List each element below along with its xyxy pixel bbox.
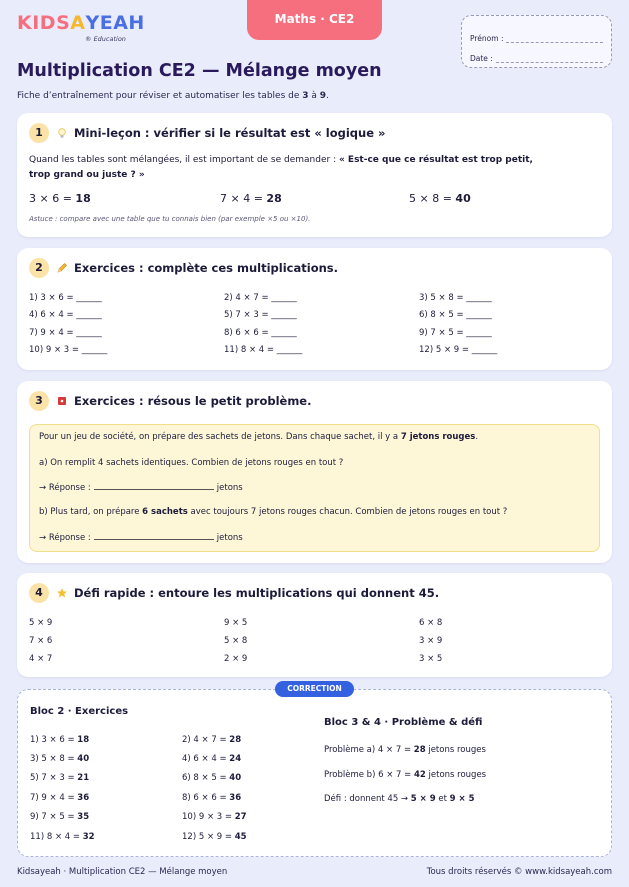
correction-item: 12) 5 × 9 = 45	[182, 832, 247, 842]
section-probleme	[17, 381, 612, 563]
answer-b[interactable]: → Réponse : jetons	[39, 533, 243, 543]
exercise-item[interactable]: 7) 9 × 4 = ______	[29, 328, 102, 338]
defi-item[interactable]: 3 × 9	[419, 636, 443, 646]
logo-subtitle: ® Education	[85, 35, 126, 43]
page-title: Multiplication CE2 — Mélange moyen	[17, 61, 382, 81]
defi-item[interactable]: 9 × 5	[224, 618, 248, 628]
example-1: 3 × 6 = 18	[29, 192, 91, 205]
correction-item: 4) 6 × 4 = 24	[182, 754, 242, 764]
exercise-item[interactable]: 9) 7 × 5 = ______	[419, 328, 492, 338]
exercise-item[interactable]: 2) 4 × 7 = ______	[224, 293, 297, 303]
section-exercices	[17, 248, 612, 370]
correction-probleme-a: Problème a) 4 × 7 = 28 jetons rouges	[324, 745, 486, 755]
correction-box	[17, 689, 612, 857]
example-2: 7 × 4 = 28	[220, 192, 282, 205]
answer-a[interactable]: → Réponse : jetons	[39, 483, 243, 493]
defi-item[interactable]: 6 × 8	[419, 618, 443, 628]
prenom-field[interactable]	[470, 23, 603, 43]
section-title: Exercices : complète ces multiplications.	[74, 261, 338, 275]
defi-item[interactable]: 5 × 8	[224, 636, 248, 646]
example-3: 5 × 8 = 40	[409, 192, 471, 205]
game-icon	[56, 395, 68, 407]
exercise-item[interactable]: 12) 5 × 9 = ______	[419, 345, 498, 355]
section-title: Exercices : résous le petit problème.	[74, 394, 312, 408]
logo-text: KIDSAYEAH	[17, 12, 145, 34]
problem-box	[29, 424, 600, 552]
exercise-item[interactable]: 8) 6 × 6 = ______	[224, 328, 297, 338]
section-title: Défi rapide : entoure les multiplications qui donnent 45.	[74, 586, 440, 600]
exercise-item[interactable]: 1) 3 × 6 = ______	[29, 293, 102, 303]
page-subtitle: Fiche d’entraînement pour réviser et automatiser les tables de 3 à 9.	[17, 91, 329, 101]
defi-item[interactable]: 7 × 6	[29, 636, 53, 646]
correction-item: 2) 4 × 7 = 28	[182, 735, 242, 745]
pencil-icon	[56, 262, 68, 274]
correction-defi: Défi : donnent 45 → 5 × 9 et 9 × 5	[324, 794, 475, 804]
correction-item: 6) 8 × 5 = 40	[182, 773, 242, 783]
correction-item: 11) 8 × 4 = 32	[30, 832, 95, 842]
correction-badge: CORRECTION	[275, 681, 354, 697]
correction-item: 1) 3 × 6 = 18	[30, 735, 90, 745]
defi-item[interactable]: 3 × 5	[419, 654, 443, 664]
section-number: 1	[29, 123, 49, 143]
kidsayeah-logo	[17, 12, 147, 46]
name-date-box	[461, 15, 612, 68]
question-b: b) Plus tard, on prépare 6 sachets avec toujours 7 jetons rouges chacun. Combien de jetons rouges en tout ?	[39, 507, 508, 517]
section-number: 3	[29, 391, 49, 411]
lesson-paragraph: Quand les tables sont mélangées, il est important de se demander : « Est-ce que ce résultat est trop petit, trop grand ou juste ? »	[29, 155, 533, 180]
section-mini-lecon	[17, 113, 612, 237]
star-icon	[56, 587, 68, 599]
bloc34-title: Bloc 3 & 4 · Problème & défi	[324, 717, 483, 728]
date-field[interactable]	[470, 43, 603, 63]
correction-item: 10) 9 × 3 = 27	[182, 812, 247, 822]
correction-item: 3) 5 × 8 = 40	[30, 754, 90, 764]
correction-probleme-b: Problème b) 6 × 7 = 42 jetons rouges	[324, 770, 487, 780]
footer-right[interactable]: Tous droits réservés © www.kidsayeah.com	[426, 867, 612, 877]
defi-item[interactable]: 2 × 9	[224, 654, 248, 664]
subject-badge: Maths · CE2	[247, 0, 382, 40]
defi-item[interactable]: 5 × 9	[29, 618, 53, 628]
date-line	[496, 53, 603, 63]
correction-item: 9) 7 × 5 = 35	[30, 812, 90, 822]
exercise-item[interactable]: 6) 8 × 5 = ______	[419, 310, 492, 320]
question-a: a) On remplit 4 sachets identiques. Combien de jetons rouges en tout ?	[39, 458, 344, 468]
section-number: 4	[29, 583, 49, 603]
tip-text: Astuce : compare avec une table que tu connais bien (par exemple ×5 ou ×10).	[29, 215, 311, 223]
exercise-item[interactable]: 5) 7 × 3 = ______	[224, 310, 297, 320]
exercise-item[interactable]: 4) 6 × 4 = ______	[29, 310, 102, 320]
answer-line[interactable]	[94, 482, 214, 490]
exercise-item[interactable]: 10) 9 × 3 = ______	[29, 345, 108, 355]
footer-left: Kidsayeah · Multiplication CE2 — Mélange moyen	[17, 867, 228, 877]
exercise-item[interactable]: 11) 8 × 4 = ______	[224, 345, 303, 355]
section-number: 2	[29, 258, 49, 278]
defi-item[interactable]: 4 × 7	[29, 654, 53, 664]
prenom-label: Prénom :	[470, 34, 504, 43]
correction-item: 8) 6 × 6 = 36	[182, 793, 242, 803]
exercise-item[interactable]: 3) 5 × 8 = ______	[419, 293, 492, 303]
answer-line[interactable]	[94, 532, 214, 540]
problem-intro: Pour un jeu de société, on prépare des sachets de jetons. Dans chaque sachet, il y a 7 jetons rouges.	[39, 432, 479, 442]
correction-item: 7) 9 × 4 = 36	[30, 793, 90, 803]
prenom-line	[506, 33, 603, 43]
date-label: Date :	[470, 54, 493, 63]
section-title: Mini-leçon : vérifier si le résultat est « logique »	[74, 126, 386, 140]
lightbulb-icon	[56, 127, 68, 139]
section-defi	[17, 573, 612, 677]
bloc2-title: Bloc 2 · Exercices	[30, 706, 129, 717]
correction-item: 5) 7 × 3 = 21	[30, 773, 90, 783]
